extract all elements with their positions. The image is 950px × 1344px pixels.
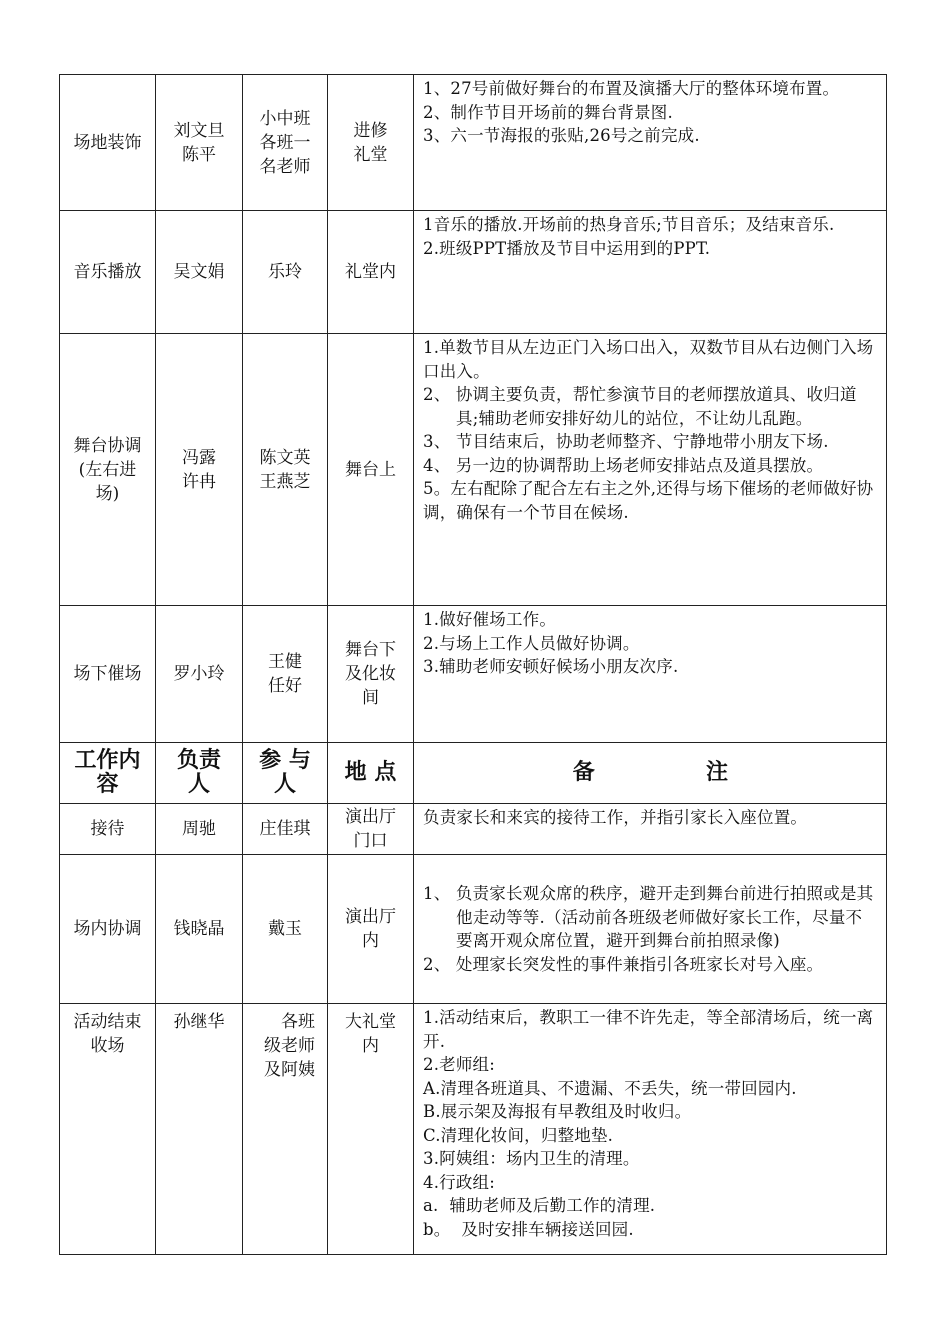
leader-text: 冯露	[182, 447, 216, 468]
note-text: 2.老师组:	[423, 1055, 496, 1074]
participants-text: 及阿姨	[264, 1060, 315, 1080]
notes-cell	[413, 75, 887, 210]
note-text: 3、六一节海报的张贴,26号之前完成.	[423, 126, 700, 145]
leader-cell	[155, 606, 242, 742]
content-text: 场地装饰	[73, 132, 142, 153]
participants-cell	[242, 1004, 327, 1254]
note-text: 1、27号前做好舞台的布置及演播大厅的整体环境布置。	[423, 79, 840, 98]
location-text: 门口	[353, 831, 388, 851]
location-text: 礼堂	[353, 144, 388, 165]
leader-cell	[155, 211, 242, 333]
content-text: 场)	[95, 483, 120, 504]
leader-text: 钱晓晶	[173, 919, 225, 939]
participants-text: 级老师	[264, 1036, 315, 1056]
content-text: 场下催场	[73, 664, 142, 684]
header-participants-text: 人	[273, 772, 296, 797]
header-location-text: 地 点	[344, 760, 397, 785]
table-row	[59, 803, 887, 854]
note-text: 2.与场上工作人员做好协调。	[423, 633, 640, 653]
header-leader-text: 人	[187, 772, 210, 797]
note-text: 2.班级PPT播放及节目中运用到的PPT.	[423, 238, 711, 258]
participants-text: 各班一	[259, 132, 311, 153]
content-text: (左右进	[78, 459, 137, 480]
table-row	[59, 74, 887, 210]
leader-cell	[155, 1004, 242, 1254]
header-participants-text: 参 与	[259, 748, 311, 773]
participants-text: 陈文英	[259, 447, 311, 468]
content-cell	[59, 75, 155, 210]
content-text: 接待	[90, 819, 125, 839]
location-text: 进修	[353, 120, 388, 141]
table-bottom-border	[59, 1254, 887, 1255]
content-text: 音乐播放	[73, 262, 142, 282]
schedule-table	[59, 74, 887, 1255]
header-content-text: 工作内	[74, 748, 141, 773]
location-text: 内	[362, 931, 379, 951]
note-text: B.展示架及海报有早教组及时收归。	[423, 1102, 692, 1121]
note-text: 2、 协调主要负责，帮忙参演节目的老师摆放道具、收归道具;辅助老师安排好幼儿的站位，不让幼儿乱跑。	[423, 385, 857, 428]
location-text: 内	[362, 1036, 379, 1056]
notes-cell	[413, 211, 887, 333]
location-cell	[327, 334, 413, 605]
table-header-row	[59, 742, 887, 803]
location-cell	[327, 1004, 413, 1254]
notes-cell	[413, 606, 887, 742]
note-text: 3.阿姨组：场内卫生的清理。	[423, 1149, 640, 1168]
location-text: 演出厅	[345, 807, 396, 827]
location-cell	[327, 606, 413, 742]
table-row	[59, 1003, 887, 1254]
table-row	[59, 210, 887, 333]
leader-text: 刘文旦	[173, 120, 225, 141]
leader-text: 孙继华	[173, 1012, 225, 1032]
content-cell	[59, 855, 155, 1003]
participants-text: 王燕芝	[259, 471, 311, 492]
leader-cell	[155, 804, 242, 854]
header-leader	[155, 743, 242, 803]
leader-text: 陈平	[182, 144, 216, 165]
note-text: a. 辅助老师及后勤工作的清理.	[423, 1196, 656, 1215]
header-notes-text: 备 注	[572, 760, 729, 785]
participants-text: 庄佳琪	[259, 819, 311, 839]
participants-text: 小中班	[259, 108, 311, 129]
leader-text: 周驰	[182, 819, 216, 839]
location-text: 礼堂内	[345, 262, 396, 282]
location-cell	[327, 211, 413, 333]
participants-cell	[242, 855, 327, 1003]
participants-text: 任好	[268, 676, 302, 696]
note-text: 4、 另一边的协调帮助上场老师安排站点及道具摆放。	[423, 455, 824, 475]
participants-cell	[242, 804, 327, 854]
participants-text: 戴玉	[268, 919, 302, 939]
header-leader-text: 负责	[176, 748, 221, 773]
header-participants	[242, 743, 327, 803]
content-cell	[59, 334, 155, 605]
content-text: 场内协调	[73, 919, 142, 939]
note-text: 4.行政组:	[423, 1172, 496, 1192]
content-cell	[59, 606, 155, 742]
content-text: 活动结束	[73, 1012, 142, 1032]
location-cell	[327, 75, 413, 210]
notes-cell	[413, 334, 887, 605]
location-text: 舞台下	[345, 640, 396, 660]
note-text: 负责家长和来宾的接待工作，并指引家长入座位置。	[423, 808, 808, 827]
location-text: 间	[362, 688, 379, 708]
note-text: 1.做好催场工作。	[423, 610, 557, 629]
location-cell	[327, 804, 413, 854]
participants-text: 名老师	[259, 156, 311, 177]
location-text: 舞台上	[345, 459, 396, 480]
header-location	[327, 743, 413, 803]
content-cell	[59, 804, 155, 854]
note-text: 1音乐的播放.开场前的热身音乐;节目音乐；及结束音乐.	[423, 215, 835, 234]
participants-cell	[242, 334, 327, 605]
leader-text: 罗小玲	[173, 664, 225, 684]
note-text: 2、 处理家长突发性的事件兼指引各班家长对号入座。	[423, 954, 824, 974]
note-text: 5。左右配除了配合左右主之外,还得与场下催场的老师做好协调，确保有一个节目在候场.	[423, 479, 874, 522]
header-content-text: 容	[96, 772, 119, 797]
participants-text: 乐玲	[268, 262, 302, 282]
content-cell	[59, 1004, 155, 1254]
leader-cell	[155, 334, 242, 605]
note-text: 2、制作节目开场前的舞台背景图.	[423, 102, 673, 122]
note-text: 1.单数节目从左边正门入场口出入，双数节目从右边侧门入场口出入。	[423, 338, 874, 381]
content-text: 舞台协调	[73, 435, 142, 456]
note-text: 3.辅助老师安顿好候场小朋友次序.	[423, 657, 679, 676]
location-text: 演出厅	[345, 907, 396, 927]
table-row	[59, 333, 887, 605]
location-cell	[327, 855, 413, 1003]
header-content	[59, 743, 155, 803]
participants-text: 王健	[268, 652, 302, 672]
location-text: 及化妆	[345, 664, 396, 684]
note-text: A.清理各班道具、不遗漏、不丢失，统一带回园内.	[423, 1078, 797, 1098]
leader-text: 吴文娟	[173, 262, 225, 282]
notes-cell	[413, 855, 887, 1003]
content-cell	[59, 211, 155, 333]
participants-cell	[242, 606, 327, 742]
notes-cell	[413, 804, 887, 854]
leader-cell	[155, 855, 242, 1003]
note-text: 3、 节目结束后，协助老师整齐、宁静地带小朋友下场.	[423, 432, 829, 451]
leader-cell	[155, 75, 242, 210]
table-row	[59, 854, 887, 1003]
header-notes	[413, 743, 887, 803]
note-text: C.清理化妆间，归整地垫.	[423, 1125, 614, 1145]
content-text: 收场	[90, 1036, 125, 1056]
participants-text: 各班	[281, 1012, 315, 1032]
notes-cell	[413, 1004, 887, 1254]
leader-text: 许冉	[182, 471, 216, 492]
location-text: 大礼堂	[345, 1012, 396, 1032]
note-text: b。 及时安排车辆接送回园.	[423, 1219, 634, 1239]
participants-cell	[242, 211, 327, 333]
participants-cell	[242, 75, 327, 210]
table-row	[59, 605, 887, 742]
note-text: 1.活动结束后，教职工一律不许先走，等全部清场后，统一离开.	[423, 1008, 874, 1051]
note-text: 1、 负责家长观众席的秩序，避开走到舞台前进行拍照或是其他走动等等.（活动前各班级老师做好家长工作，尽量不要离开观众席位置，避开到舞台前拍照录像)	[423, 884, 874, 950]
